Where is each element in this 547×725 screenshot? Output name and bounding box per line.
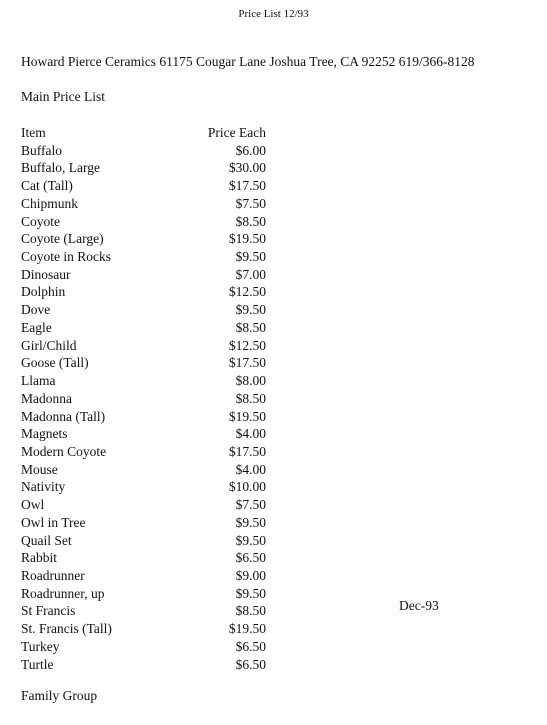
item-price: $7.50 — [235, 497, 266, 513]
item-name: Quail Set — [21, 532, 72, 548]
table-row — [21, 443, 271, 461]
item-price: $10.00 — [228, 479, 266, 495]
table-row — [21, 585, 271, 603]
item-price: $6.50 — [235, 638, 266, 654]
item-price: $8.50 — [235, 390, 266, 406]
table-row — [21, 354, 271, 372]
item-price: $9.00 — [235, 567, 266, 583]
item-name: Turkey — [21, 638, 60, 654]
table-body — [21, 142, 271, 674]
table-row — [21, 532, 271, 550]
item-price: $9.50 — [235, 514, 266, 530]
item-name: Buffalo, Large — [21, 160, 100, 176]
table-row — [21, 213, 271, 231]
item-name: Mouse — [21, 461, 58, 477]
table-row — [21, 159, 271, 177]
table-row — [21, 478, 271, 496]
item-price: $7.00 — [235, 266, 266, 282]
item-name: Coyote (Large) — [21, 231, 104, 247]
table-row — [21, 620, 271, 638]
table-row — [21, 549, 271, 567]
item-name: Madonna — [21, 390, 72, 406]
item-name: Roadrunner, up — [21, 585, 105, 601]
table-row — [21, 248, 271, 266]
column-header-price: Price Each — [207, 125, 266, 140]
table-row — [21, 461, 271, 479]
column-header-item: Item — [21, 125, 46, 140]
item-name: Magnets — [21, 426, 68, 442]
item-name: St Francis — [21, 603, 76, 619]
item-name: Dinosaur — [21, 266, 71, 282]
table-row — [21, 230, 271, 248]
item-price: $8.50 — [235, 603, 266, 619]
item-price: $12.50 — [228, 337, 266, 353]
item-name: Eagle — [21, 319, 52, 335]
item-name: Madonna (Tall) — [21, 408, 106, 424]
table-row — [21, 142, 271, 160]
item-name: Cat (Tall) — [21, 178, 73, 194]
table-row — [21, 408, 271, 426]
table-row — [21, 337, 271, 355]
table-row — [21, 638, 271, 656]
item-name: St. Francis (Tall) — [21, 621, 112, 637]
item-price: $30.00 — [228, 160, 266, 176]
table-row — [21, 425, 271, 443]
item-price: $6.50 — [235, 656, 266, 672]
item-name: Chipmunk — [21, 195, 79, 211]
page-header: Price List 12/93 — [238, 8, 309, 20]
item-price: $17.50 — [228, 178, 266, 194]
item-price: $4.00 — [235, 426, 266, 442]
item-price: $19.50 — [228, 231, 266, 247]
table-row — [21, 283, 271, 301]
item-price: $7.50 — [235, 195, 266, 211]
table-header-row — [21, 124, 271, 142]
table-row — [21, 266, 271, 284]
date-note: Dec-93 — [399, 598, 439, 613]
table-row — [21, 496, 271, 514]
item-name: Buffalo — [21, 142, 62, 158]
table-row — [21, 656, 271, 674]
table-row — [21, 602, 271, 620]
item-name: Dove — [21, 302, 51, 318]
item-name: Llama — [21, 373, 56, 389]
item-name: Coyote in Rocks — [21, 249, 111, 265]
section-title: Main Price List — [21, 89, 105, 104]
price-table — [21, 124, 271, 673]
item-name: Girl/Child — [21, 337, 77, 353]
item-price: $9.50 — [235, 532, 266, 548]
item-name: Turtle — [21, 656, 54, 672]
item-name: Dolphin — [21, 284, 66, 300]
table-row — [21, 567, 271, 585]
item-price: $17.50 — [228, 443, 266, 459]
table-row — [21, 301, 271, 319]
item-name: Owl in Tree — [21, 514, 86, 530]
table-row — [21, 177, 271, 195]
item-price: $9.50 — [235, 249, 266, 265]
section-footer-title: Family Group — [21, 688, 98, 703]
item-price: $8.50 — [235, 213, 266, 229]
item-price: $6.50 — [235, 550, 266, 566]
table-row — [21, 319, 271, 337]
item-name: Goose (Tall) — [21, 355, 89, 371]
table-row — [21, 372, 271, 390]
item-price: $8.00 — [235, 373, 266, 389]
item-name: Coyote — [21, 213, 60, 229]
item-name: Roadrunner — [21, 567, 85, 583]
item-name: Rabbit — [21, 550, 57, 566]
table-row — [21, 390, 271, 408]
item-name: Nativity — [21, 479, 66, 495]
table-row — [21, 195, 271, 213]
item-price: $17.50 — [228, 355, 266, 371]
table-row — [21, 514, 271, 532]
company-info-line: Howard Pierce Ceramics 61175 Cougar Lane Joshua Tree, CA 92252 619/366-8128 — [21, 54, 475, 69]
item-price: $4.00 — [235, 461, 266, 477]
item-price: $9.50 — [235, 302, 266, 318]
item-name: Modern Coyote — [21, 443, 107, 459]
item-price: $12.50 — [228, 284, 266, 300]
item-price: $9.50 — [235, 585, 266, 601]
item-price: $6.00 — [235, 142, 266, 158]
item-price: $19.50 — [228, 408, 266, 424]
item-price: $8.50 — [235, 319, 266, 335]
item-price: $19.50 — [228, 621, 266, 637]
item-name: Owl — [21, 497, 45, 513]
